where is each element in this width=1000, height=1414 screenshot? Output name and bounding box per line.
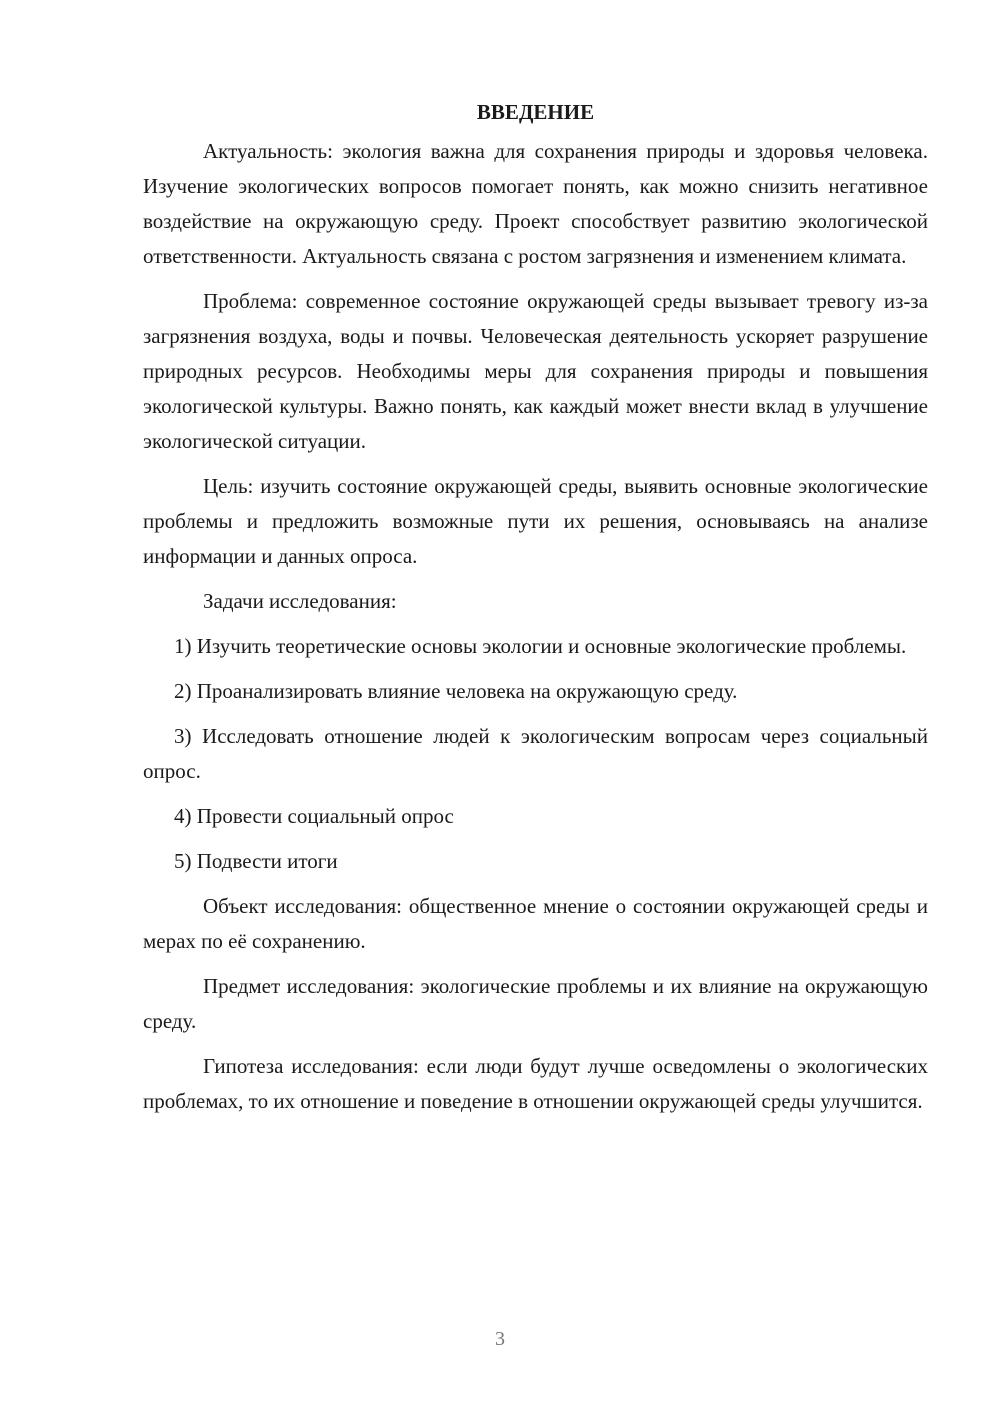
task-item-5: 5) Подвести итоги [174,849,338,873]
subject-paragraph: Предмет исследования: экологические проблемы и их влияние на окружающую среду. [143,974,928,1033]
hypothesis-paragraph: Гипотеза исследования: если люди будут лучше осведомлены о экологических проблемах, то их отношение и поведение в отношении окружающей среды улучшится. [143,1054,928,1113]
task-item-1: 1) Изучить теоретические основы экологии и основные экологические проблемы. [174,634,907,658]
page-number: 3 [495,1328,505,1350]
task-item-2: 2) Проанализировать влияние человека на окружающую среду. [174,679,738,703]
task-item-4: 4) Провести социальный опрос [174,804,454,828]
goal-paragraph: Цель: изучить состояние окружающей среды, выявить основные экологические проблемы и предложить возможные пути их решения, основываясь на анализе информации и данных опроса. [143,474,928,568]
document-page [143,95,928,1129]
tasks-heading: Задачи исследования: [203,589,397,613]
task-item-3: 3) Исследовать отношение людей к экологическим вопросам через социальный опрос. [143,724,928,783]
problem-paragraph: Проблема: современное состояние окружающей среды вызывает тревогу из-за загрязнения воздуха, воды и почвы. Человеческая деятельность ускоряет разрушение природных ресурсов. Необходимы меры для сохранения природы и повышения экологической культуры. Важно понять, как каждый может внести вклад в улучшение экологической ситуации. [143,289,928,453]
relevance-paragraph: Актуальность: экология важна для сохранения природы и здоровья человека. Изучение экологических вопросов помогает понять, как можно снизить негативное воздействие на окружающую среду. Проект способствует развитию экологической ответственности. Актуальность связана с ростом загрязнения и изменением климата. [143,139,928,268]
object-paragraph: Объект исследования: общественное мнение о состоянии окружающей среды и мерах по её сохранению. [143,894,928,953]
section-heading: ВВЕДЕНИЕ [476,100,595,124]
